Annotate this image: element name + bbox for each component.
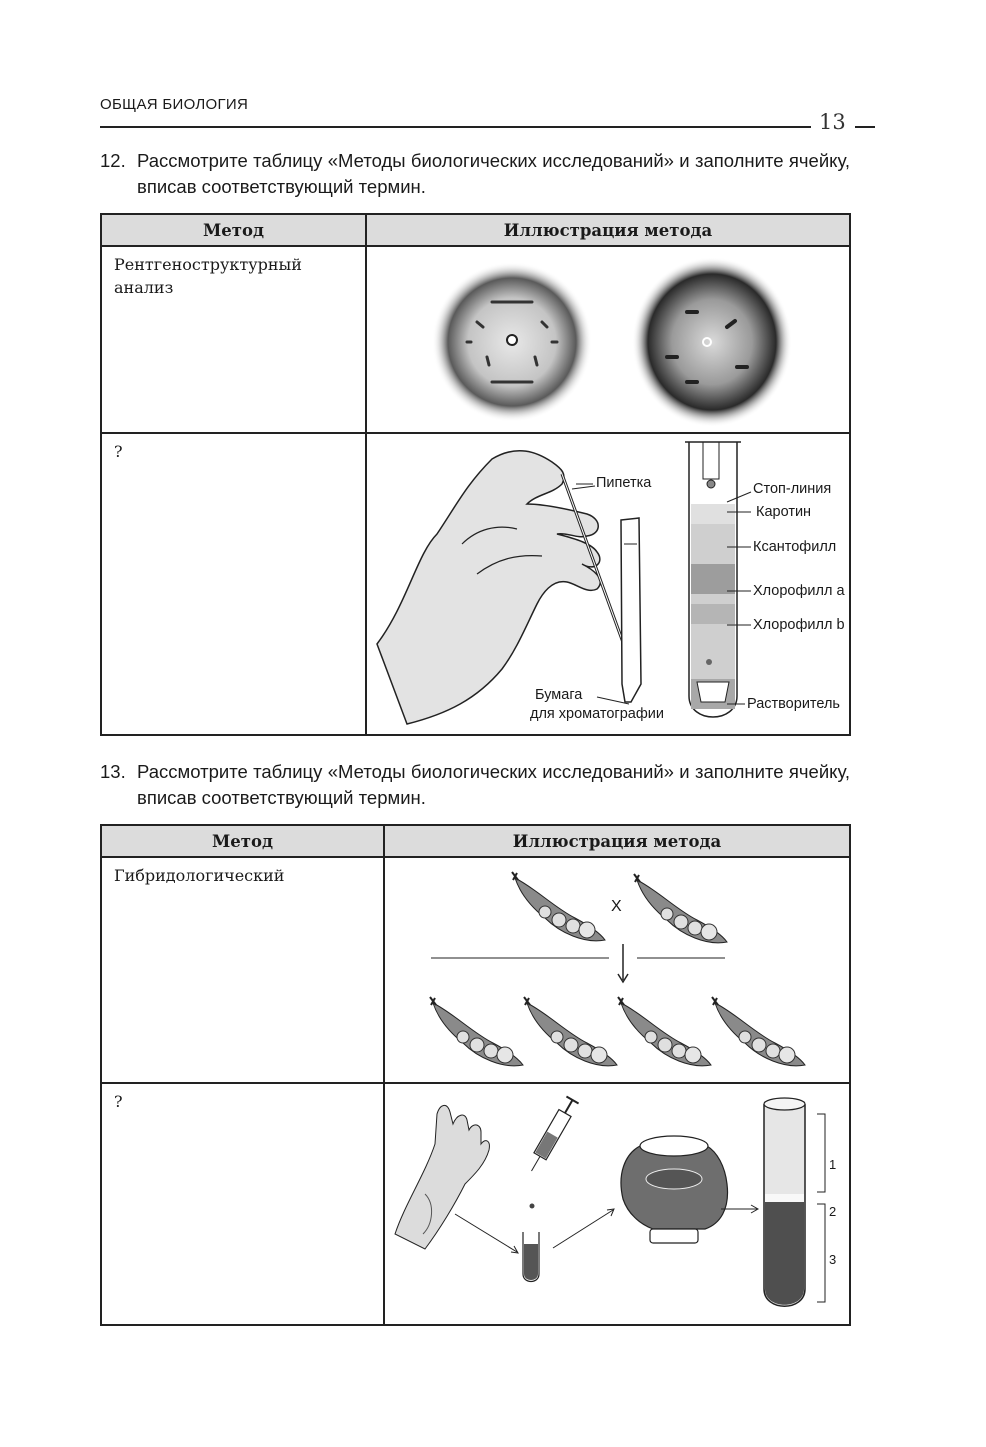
method-unknown-12-label: ? — [114, 442, 123, 461]
label-pipette: Пипетка — [596, 475, 652, 491]
method-unknown-13-label: ? — [114, 1092, 123, 1111]
xray-diffraction-image — [367, 247, 849, 432]
page-number: 13 — [819, 110, 846, 134]
label-carotene: Каротин — [756, 504, 812, 520]
col-header-method: Метод — [101, 214, 366, 246]
illustration-chromatography — [366, 433, 850, 735]
running-header: ОБЩАЯ БИОЛОГИЯ — [100, 96, 249, 113]
syringe — [525, 1097, 578, 1175]
parent-pod-1 — [512, 872, 605, 941]
label-layer-2: 2 — [829, 1204, 837, 1219]
task-13-number: 13. — [100, 761, 126, 782]
offspring-pod-3 — [618, 997, 711, 1066]
offspring-pod-4 — [712, 997, 805, 1066]
col-header-method-13: Метод — [101, 825, 384, 857]
method-hybridological-label: Гибридологический — [114, 866, 285, 885]
method-cell-hybridological — [101, 857, 384, 1083]
chromatography-paper — [621, 518, 641, 702]
label-stop-line: Стоп-линия — [753, 481, 832, 497]
bracket-layer1 — [817, 1114, 825, 1192]
task-13 — [100, 759, 850, 811]
label-layer-1: 1 — [829, 1157, 837, 1172]
arm-illustration — [395, 1105, 489, 1249]
task-12 — [100, 148, 850, 200]
label-chlorophyll-a: Хлорофилл a — [753, 583, 845, 599]
blood-centrifugation-drawing — [385, 1084, 849, 1324]
offspring-pod-1 — [430, 997, 523, 1066]
label-xanthophyll: Ксантофилл — [753, 539, 837, 555]
illustration-centrifugation — [384, 1083, 850, 1325]
parent-pod-2 — [634, 874, 727, 943]
label-solvent: Растворитель — [747, 696, 840, 712]
method-cell-xray — [101, 246, 366, 433]
header-rule-right — [855, 126, 875, 128]
offspring-pod-2 — [524, 997, 617, 1066]
illustration-hybridization — [384, 857, 850, 1083]
methods-table-13 — [100, 824, 851, 1326]
task-13-text: Рассмотрите таблицу «Методы биологических исследований» и заполните ячейку, вписав соответствующий термин. — [137, 761, 850, 808]
col-header-illustration: Иллюстрация метода — [366, 214, 850, 246]
cross-symbol: X — [611, 898, 622, 915]
label-chlorophyll-b: Хлорофилл b — [753, 617, 845, 633]
col-header-illustration-13: Иллюстрация метода — [384, 825, 850, 857]
methods-table-12 — [100, 213, 851, 736]
method-xray-label: Рентгеноструктурный анализ — [114, 255, 302, 297]
label-layer-3: 3 — [829, 1252, 837, 1267]
hand-illustration — [377, 451, 600, 724]
task-12-number: 12. — [100, 150, 126, 171]
pea-cross-diagram — [385, 858, 849, 1082]
illustration-xray — [366, 246, 850, 433]
header-rule — [100, 126, 811, 128]
bracket-layer3 — [817, 1204, 825, 1302]
task-12-text: Рассмотрите таблицу «Методы биологических исследований» и заполните ячейку, вписав соответствующий термин. — [137, 150, 850, 197]
method-cell-unknown-13 — [101, 1083, 384, 1325]
label-paper-line2: для хроматографии — [530, 706, 664, 722]
label-paper-line1: Бумага — [535, 687, 583, 703]
method-cell-unknown-12 — [101, 433, 366, 735]
